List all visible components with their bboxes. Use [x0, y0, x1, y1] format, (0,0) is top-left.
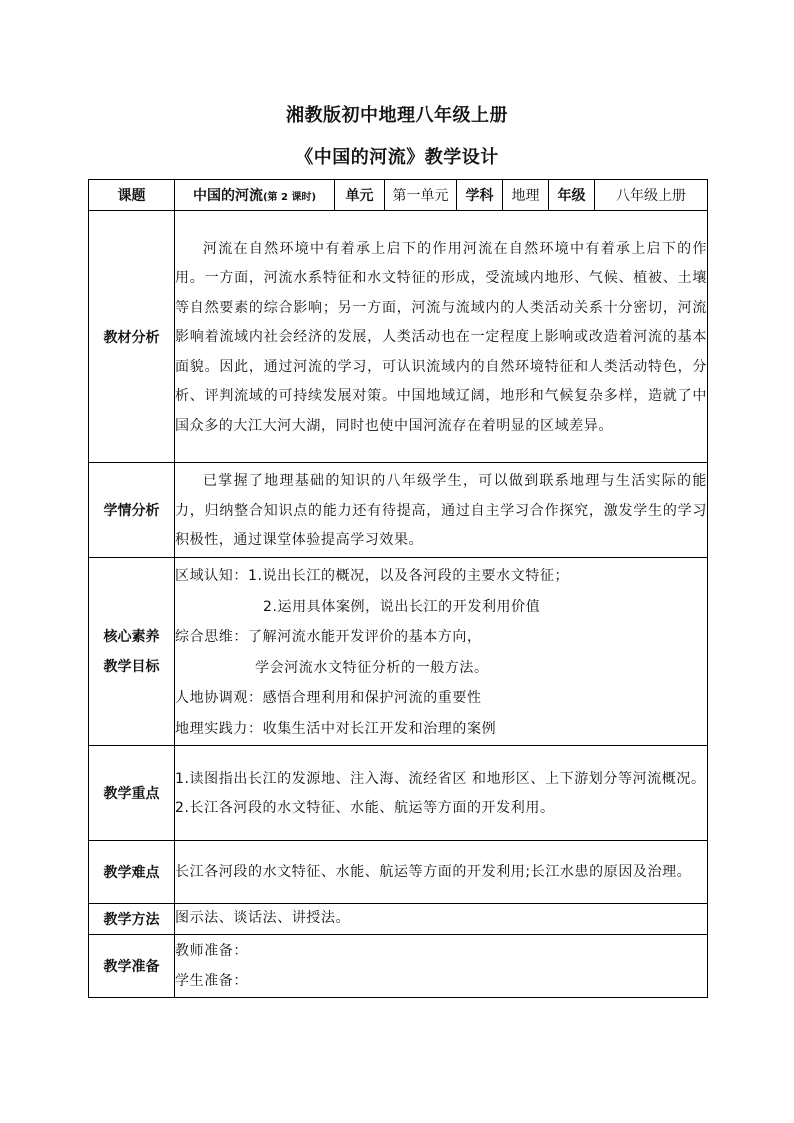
lesson-plan-table [88, 179, 708, 998]
preparation-row [89, 935, 708, 998]
material-text: 河流在自然环境中有着承上启下的作用河流在自然环境中有着承上启下的作用。一方面，河流水系特征和水文特征的形成，受流域内地形、气候、植被、土壤等自然要素的综合影响；另一方面，河流与流域内的人类活动关系十分密切，河流影响着流域内社会经济的发展，人类活动也在一定程度上影响或改造着河流的基本面貌。因此，通过河流的学习，可认识流域内的自然环境特征和人类活动特色，分析、评判流域的可持续发展对策。中国地域辽阔，地形和气候复杂多样，造就了中国众多的大江大河大湖，同时也使中国河流存在着明显的区域差异。 [175, 240, 707, 434]
goal-line: 学会河流水文特征分析的一般方法。 [255, 659, 489, 676]
key-points-label: 教学重点 [89, 746, 175, 841]
material-row [89, 211, 708, 463]
methods-label: 教学方法 [89, 904, 175, 935]
goal-line: 人地协调观：感悟合理利用和保护河流的重要性 [175, 690, 482, 706]
difficult-points-row [89, 841, 708, 904]
students-text: 已掌握了地理基础的知识的八年级学生，可以做到联系地理与生活实际的能力，归纳整合知识点的能力还有待提高，通过自主学习合作探究，激发学生的学习积极性，通过课堂体验提高学习效果。 [175, 473, 707, 549]
subject-value: 地理 [503, 180, 549, 211]
student-prep: 学生准备： [175, 972, 248, 989]
topic-label: 课题 [89, 180, 175, 211]
teacher-prep: 教师准备： [175, 943, 248, 959]
students-label: 学情分析 [89, 463, 175, 558]
topic-value-cell [175, 180, 335, 211]
goals-label-line2: 教学目标 [103, 658, 160, 675]
goals-cell [175, 558, 708, 746]
grade-value: 八年级上册 [595, 180, 708, 211]
methods-cell [175, 904, 708, 935]
key-points-cell [175, 746, 708, 841]
students-cell [175, 463, 708, 558]
goals-label-cell [89, 558, 175, 746]
goals-label-line1: 核心素养 [103, 628, 160, 645]
difficult-points-cell [175, 841, 708, 904]
methods-text: 图示法、谈话法、讲授法。 [175, 910, 351, 927]
preparation-cell [175, 935, 708, 998]
material-cell [175, 211, 708, 463]
subject-label: 学科 [457, 180, 503, 211]
document-subtitle: 《中国的河流》教学设计 [295, 147, 499, 168]
goal-line: 区域认知：1.说出长江的概况，以及各河段的主要水文特征； [175, 568, 570, 584]
students-row [89, 463, 708, 558]
difficult-points-label: 教学难点 [89, 841, 175, 904]
goal-line: 综合思维：了解河流水能开发评价的基本方向， [175, 629, 482, 645]
preparation-label: 教学准备 [89, 935, 175, 998]
grade-label: 年级 [549, 180, 595, 211]
difficult-points-text: 长江各河段的水文特征、水能、航运等方面的开发利用;长江水患的原因及治理。 [175, 864, 692, 881]
document-title: 湘教版初中地理八年级上册 [286, 105, 508, 126]
topic-note: (第 2 课时) [262, 192, 317, 203]
goals-row [89, 558, 708, 746]
key-point-line: 1.读图指出长江的发源地、注入海、流经省区 和地形区、上下游划分等河流概况。 [175, 770, 706, 787]
key-points-row [89, 746, 708, 841]
key-point-line: 2.长江各河段的水文特征、水能、航运等方面的开发利用。 [175, 800, 555, 816]
methods-row [89, 904, 708, 935]
unit-value: 第一单元 [385, 180, 457, 211]
goal-line: 地理实践力：收集生活中对长江开发和治理的案例 [175, 720, 497, 737]
topic-value: 中国的河流 [192, 188, 263, 204]
header-row [89, 180, 708, 211]
material-label: 教材分析 [89, 211, 175, 463]
goal-line: 2.运用具体案例，说出长江的开发利用价值 [263, 598, 541, 615]
unit-label: 单元 [335, 180, 385, 211]
